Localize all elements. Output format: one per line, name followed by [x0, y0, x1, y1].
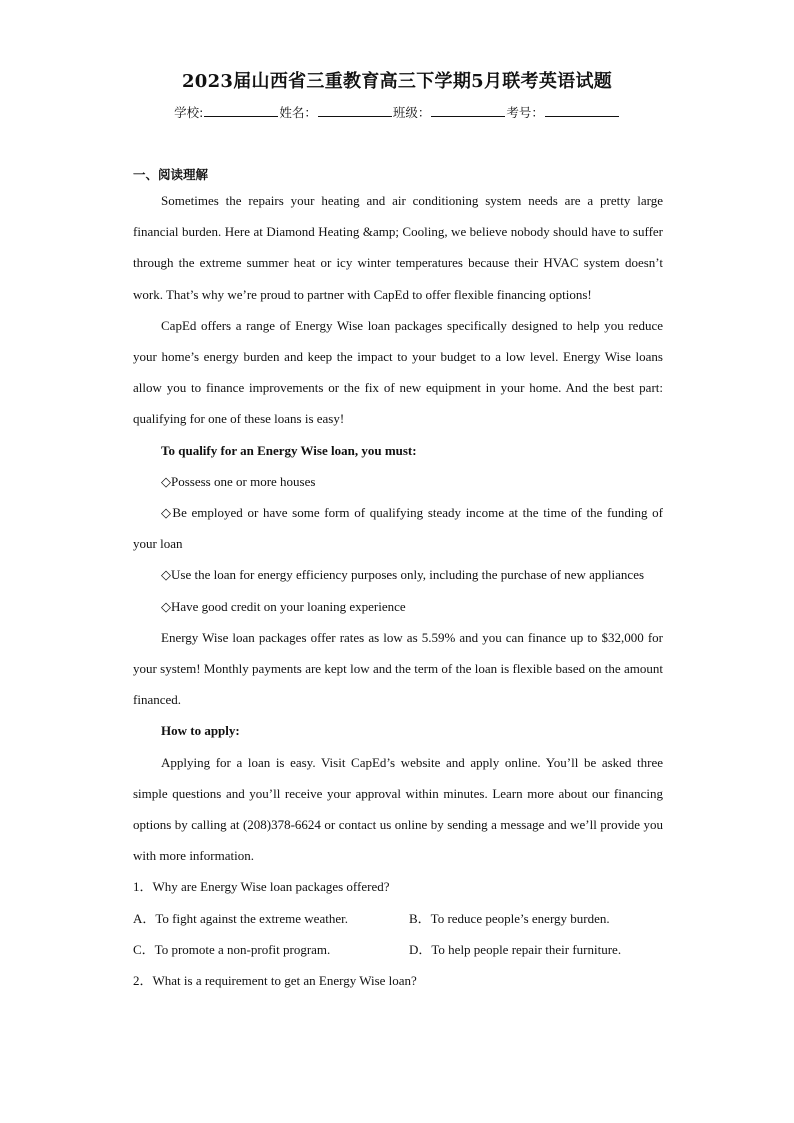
option-b: B．To reduce people’s energy burden.: [409, 910, 610, 926]
question-2-stem: 2．What is a requirement to get an Energy Wise loan?: [133, 973, 417, 989]
qualify-heading: To qualify for an Energy Wise loan, you must:: [161, 442, 417, 458]
paragraph-2: CapEd offers a range of Energy Wise loan packages specifically designed to help you reduce your home’s energy burden and keep the impact to your budget to a low level. Energy Wise loans allow you to finance improvements or the fix of new equipment in your home. And the best part: qualifying for one of these loans is easy!: [133, 317, 663, 427]
class-label: 班级：: [392, 105, 431, 120]
question-1-options-row-1: [133, 903, 663, 934]
question-1-options-row-2: [133, 934, 663, 965]
question-1-stem: 1．Why are Energy Wise loan packages offered?: [133, 879, 390, 895]
paragraph-1: Sometimes the repairs your heating and air conditioning system needs are a pretty large financial burden. Here at Diamond Heating &amp; Cooling, we believe nobody should have to suffer through the extreme summer heat or icy winter temperatures because their HVAC system doesn’t work. That’s why we’re proud to partner with CapEd to offer flexible financing options!: [133, 193, 663, 302]
school-label: 学校:: [174, 105, 204, 120]
page-title: 2023届山西省三重教育高三下学期5月联考英语试题: [181, 71, 613, 92]
option-c: C．To promote a non-profit program.: [133, 941, 331, 957]
apply-heading: How to apply:: [161, 723, 240, 739]
paragraph-4: Applying for a loan is easy. Visit CapEd’s website and apply online. You’ll be asked three simple questions and you’ll receive your approval within minutes. Learn more about our financing options by calling at (208)378-6624 or contact us online by sending a message and we’ll provide you with more information.: [133, 754, 663, 864]
school-blank: [204, 102, 278, 117]
name-blank: [318, 102, 392, 117]
requirement-1: ◇Possess one or more houses: [161, 473, 316, 489]
reading-passage: [133, 185, 663, 996]
requirement-2: ◇Be employed or have some form of qualifying steady income at the time of the funding of your loan: [133, 505, 663, 552]
exam-no-blank: [545, 102, 619, 117]
name-label: 姓名：: [279, 105, 317, 120]
class-blank: [431, 102, 505, 117]
section-heading: 一、阅读理解: [133, 167, 209, 182]
option-a: A．To fight against the extreme weather.: [133, 910, 348, 926]
option-d: D．To help people repair their furniture.: [409, 941, 622, 957]
student-info-line: [0, 102, 794, 121]
requirement-3: ◇Use the loan for energy efficiency purposes only, including the purchase of new appliances: [161, 567, 645, 583]
paragraph-3: Energy Wise loan packages offer rates as low as 5.59% and you can finance up to $32,000 for your system! Monthly payments are kept low and the term of the loan is flexible based on the amount financed.: [133, 629, 663, 708]
requirement-4: ◇Have good credit on your loaning experience: [161, 598, 406, 614]
exam-no-label: 考号：: [506, 105, 544, 120]
